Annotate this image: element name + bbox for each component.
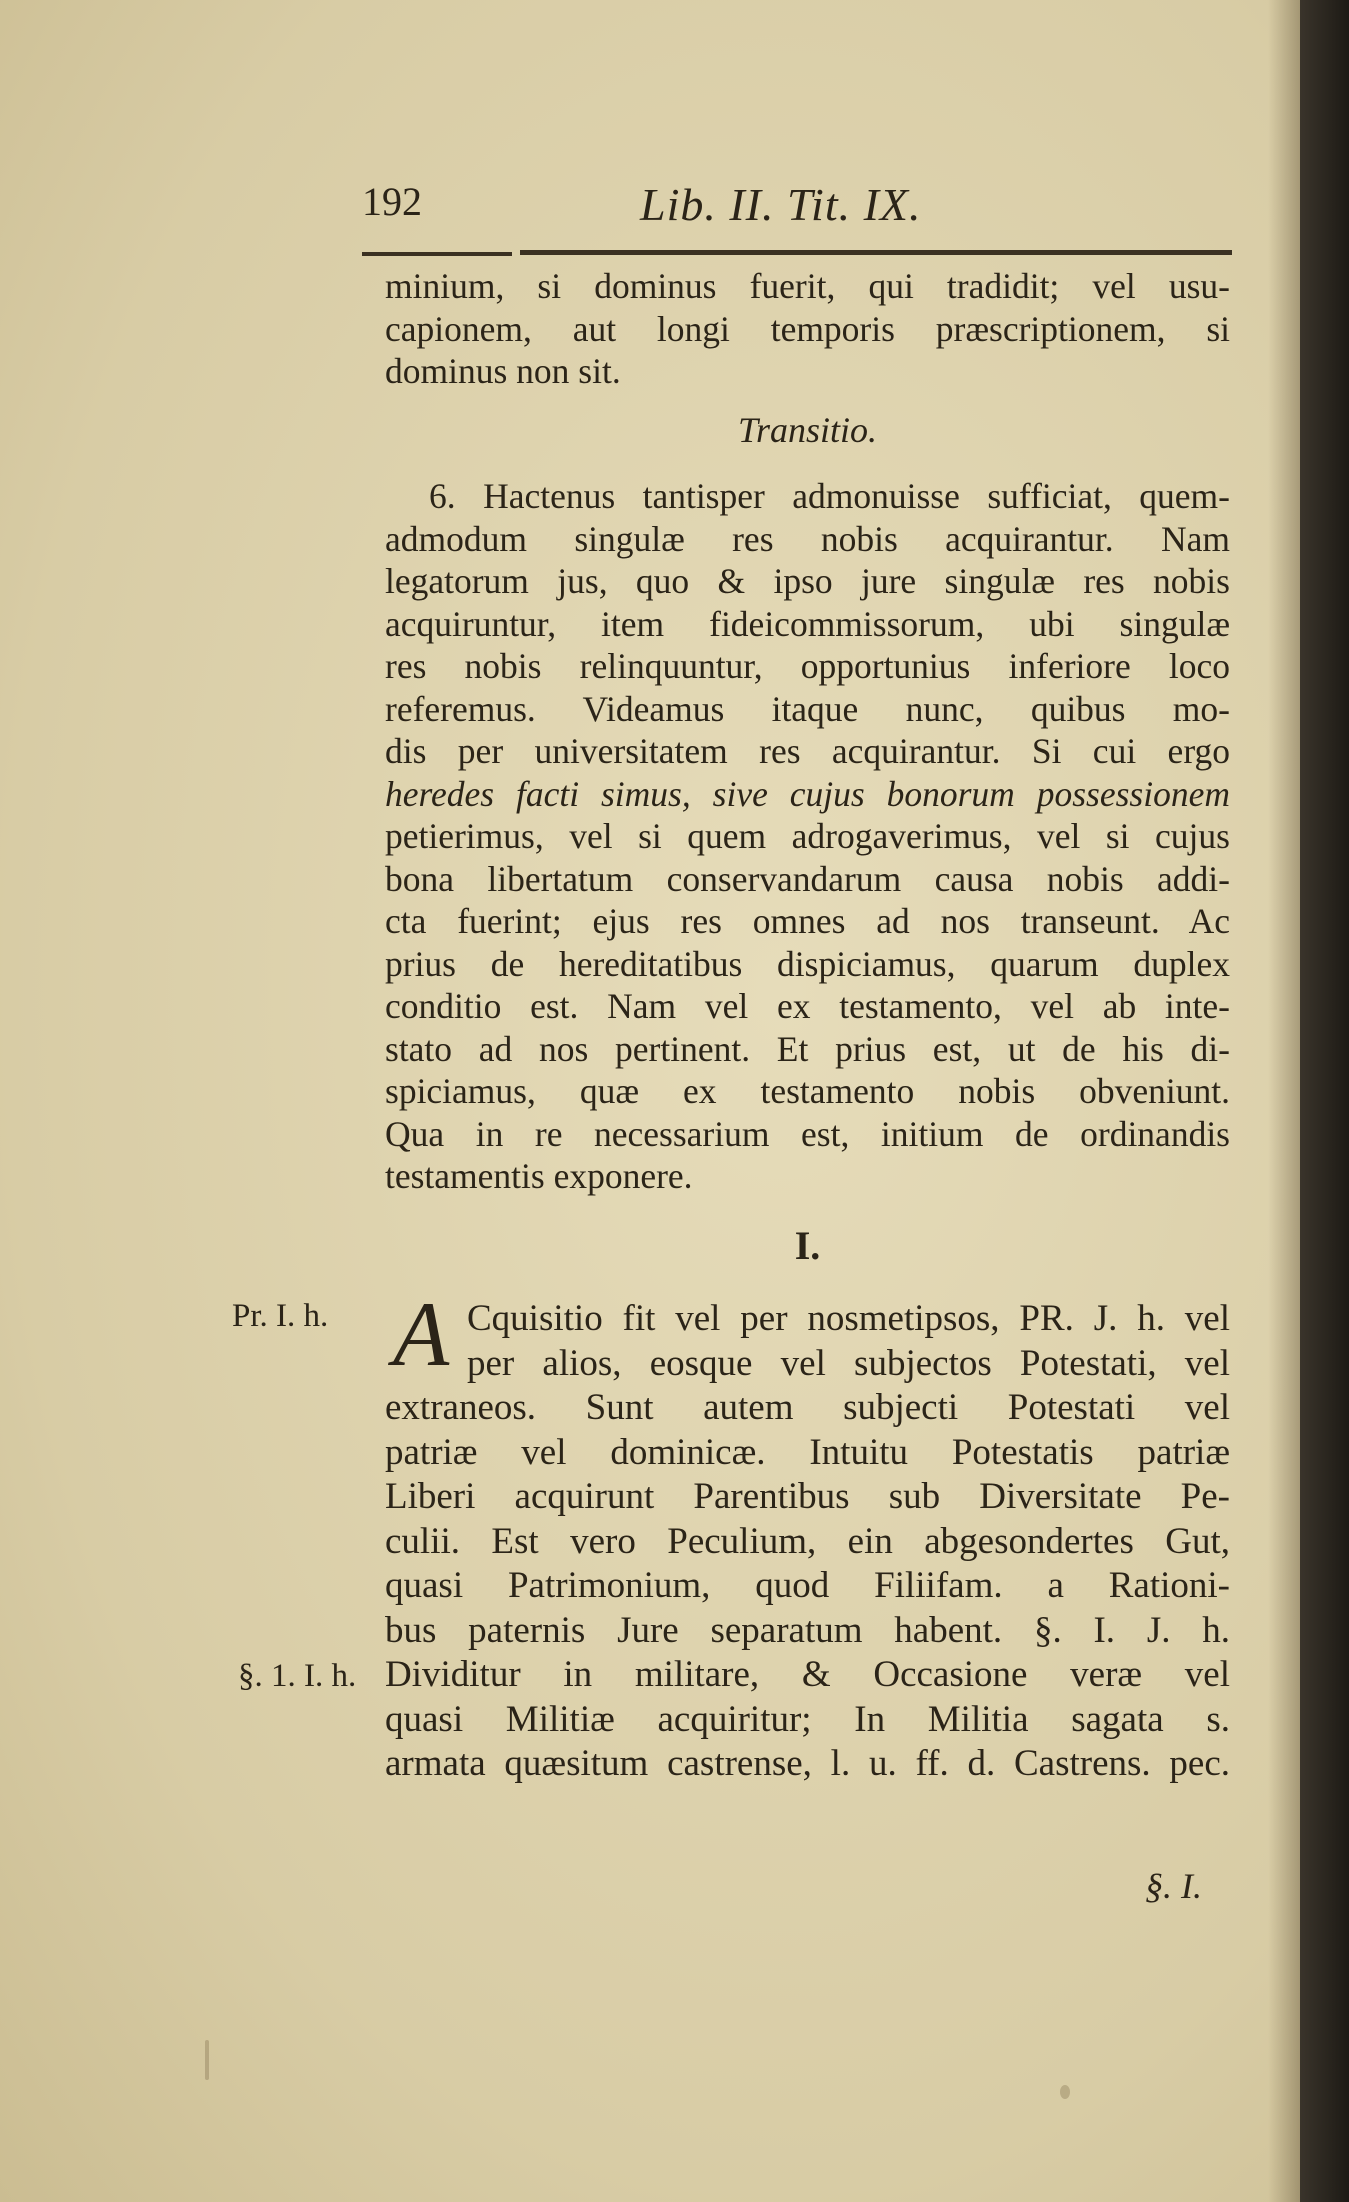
book-gutter bbox=[1300, 0, 1349, 2202]
text-line: Cquisitio fit vel per nosmetipsos, PR. J. h. vel bbox=[467, 1298, 1230, 1339]
paragraph-6 bbox=[385, 475, 1230, 1198]
running-title: Lib. II. Tit. IX. bbox=[640, 179, 922, 230]
section-heading-transitio: Transitio. bbox=[737, 409, 878, 450]
text-line: Qua in re necessarium est, initium de ordinandis bbox=[385, 1113, 1230, 1154]
text-line: culii. Est vero Peculium, ein abgesondertes Gut, bbox=[385, 1520, 1230, 1562]
text-line: dominus non sit. bbox=[385, 351, 621, 391]
ink-spot bbox=[1060, 2085, 1070, 2099]
drop-cap: A bbox=[393, 1283, 450, 1385]
text-line: quasi Militiæ acquiritur; In Militia sagata s. bbox=[385, 1698, 1230, 1740]
text-line: per alios, eosque vel subjectos Potestati, vel bbox=[467, 1342, 1230, 1384]
text-line: res nobis relinquuntur, opportunius inferiore loco bbox=[385, 646, 1230, 686]
text-line: patriæ vel dominicæ. Intuitu Potestatis patriæ bbox=[385, 1431, 1230, 1473]
running-header bbox=[362, 178, 1232, 238]
text-line: legatorum jus, quo & ipso jure singulæ res nobis bbox=[385, 561, 1230, 601]
text-line: armata quæsitum castrense, l. u. ff. d. Castrens. pec. bbox=[385, 1743, 1230, 1784]
text-line: bona libertatum conservandarum causa nobis addi- bbox=[385, 858, 1230, 899]
text-line: referemus. Videamus itaque nunc, quibus mo- bbox=[385, 688, 1230, 729]
margin-reference-pr: Pr. I. h. bbox=[232, 1298, 329, 1334]
text-line: 6. Hactenus tantisper admonuisse sufficiat, quem- bbox=[429, 476, 1230, 516]
text-line: minium, si dominus fuerit, qui tradidit; vel usu- bbox=[385, 266, 1230, 306]
text-line: extraneos. Sunt autem subjecti Potestati vel bbox=[385, 1387, 1230, 1428]
catchword: §. I. bbox=[1145, 1866, 1202, 1906]
text-line: stato ad nos pertinent. Et prius est, ut de his di- bbox=[385, 1028, 1230, 1069]
text-line: conditio est. Nam vel ex testamento, vel ab inte- bbox=[385, 986, 1230, 1026]
text-line: dis per universitatem res acquirantur. Si cui ergo bbox=[385, 731, 1230, 771]
paper-mark bbox=[205, 2040, 209, 2080]
text-line: quasi Patrimonium, quod Filiifam. a Rationi- bbox=[385, 1565, 1230, 1606]
text-line: cta fuerint; ejus res omnes ad nos transeunt. Ac bbox=[385, 901, 1230, 941]
text-line: bus paternis Jure separatum habent. §. I. J. h. bbox=[385, 1609, 1230, 1651]
text-line: admodum singulæ res nobis acquirantur. Nam bbox=[385, 518, 1230, 559]
header-rule-long bbox=[520, 250, 1232, 255]
text-line: petierimus, vel si quem adrogaverimus, vel si cujus bbox=[385, 816, 1230, 856]
page-number: 192 bbox=[362, 179, 422, 224]
text-line: acquiruntur, item fideicommissorum, ubi singulæ bbox=[385, 603, 1230, 644]
section-I-body bbox=[385, 1297, 1230, 1787]
section-numeral: I. bbox=[794, 1223, 821, 1268]
margin-reference-s1: §. 1. I. h. bbox=[238, 1658, 357, 1694]
text-line: testamentis exponere. bbox=[385, 1156, 693, 1196]
text-line: capionem, aut longi temporis præscriptionem, si bbox=[385, 308, 1230, 349]
header-rule-short bbox=[362, 252, 512, 256]
text-line: heredes facti simus, sive cujus bonorum possessionem bbox=[385, 773, 1230, 814]
section-continuation bbox=[385, 265, 1230, 457]
text-line: prius de hereditatibus dispiciamus, quarum duplex bbox=[385, 943, 1230, 984]
text-line: spiciamus, quæ ex testamento nobis obveniunt. bbox=[385, 1071, 1230, 1111]
text-line: Dividitur in militare, & Occasione veræ vel bbox=[385, 1654, 1230, 1695]
section-numeral-block bbox=[385, 1222, 1230, 1269]
page-edge-shadow bbox=[1268, 0, 1300, 2202]
text-line: Liberi acquirunt Parentibus sub Diversitate Pe- bbox=[385, 1476, 1230, 1517]
